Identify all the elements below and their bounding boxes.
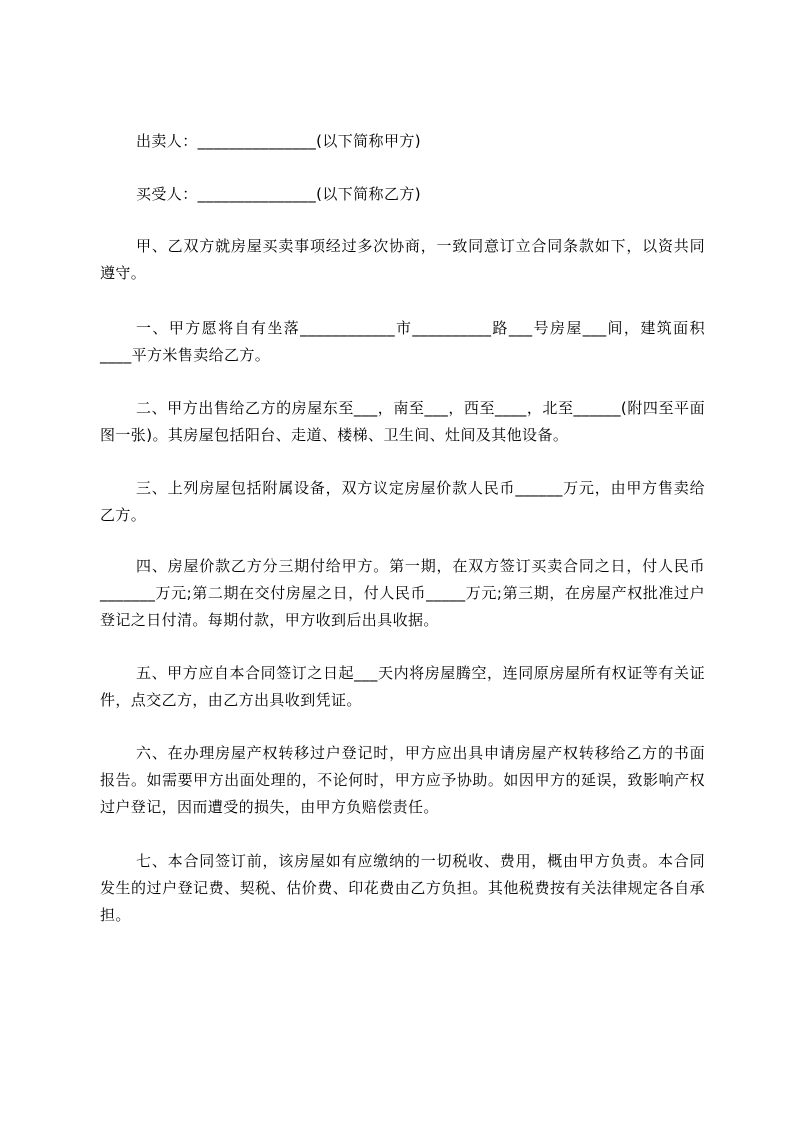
seller-line: 出卖人：_______________(以下简称甲方) bbox=[136, 132, 422, 150]
clause-1: 一、甲方愿将自有坐落____________市__________路___号房屋___间，建筑面积____平方米售卖给乙方。 bbox=[100, 319, 705, 364]
clause-4: 四、房屋价款乙方分三期付给甲方。第一期，在双方签订买卖合同之日，付人民币_______万元;第二期在交付房屋之日，付人民币_____万元;第三期，在房屋产权批准过户登记之日付清。每期付款，甲方收到后出具收据。 bbox=[100, 557, 705, 629]
buyer-line: 买受人：_______________(以下简称乙方) bbox=[136, 185, 422, 203]
clause-2: 二、甲方出售给乙方的房屋东至___，南至___，西至____，北至______(附四至平面图一张)。其房屋包括阳台、走道、楼梯、卫生间、灶间及其他设备。 bbox=[100, 399, 705, 444]
clause-7: 七、本合同签订前，该房屋如有应缴纳的一切税收、费用，概由甲方负责。本合同发生的过户登记费、契税、估价费、印花费由乙方负担。其他税费按有关法律规定各自承担。 bbox=[100, 852, 705, 924]
clause-6: 六、在办理房屋产权转移过户登记时，甲方应出具申请房屋产权转移给乙方的书面报告。如需要甲方出面处理的，不论何时，甲方应予协助。如因甲方的延误，致影响产权过户登记，因而遭受的损失，由甲方负赔偿责任。 bbox=[100, 744, 705, 816]
clause-5: 五、甲方应自本合同签订之日起___天内将房屋腾空，连同原房屋所有权证等有关证件，点交乙方，由乙方出具收到凭证。 bbox=[100, 664, 705, 709]
intro-paragraph: 甲、乙双方就房屋买卖事项经过多次协商，一致同意订立合同条款如下，以资共同遵守。 bbox=[100, 237, 705, 282]
clause-3: 三、上列房屋包括附属设备，双方议定房屋价款人民币______万元，由甲方售卖给乙方。 bbox=[100, 479, 705, 524]
